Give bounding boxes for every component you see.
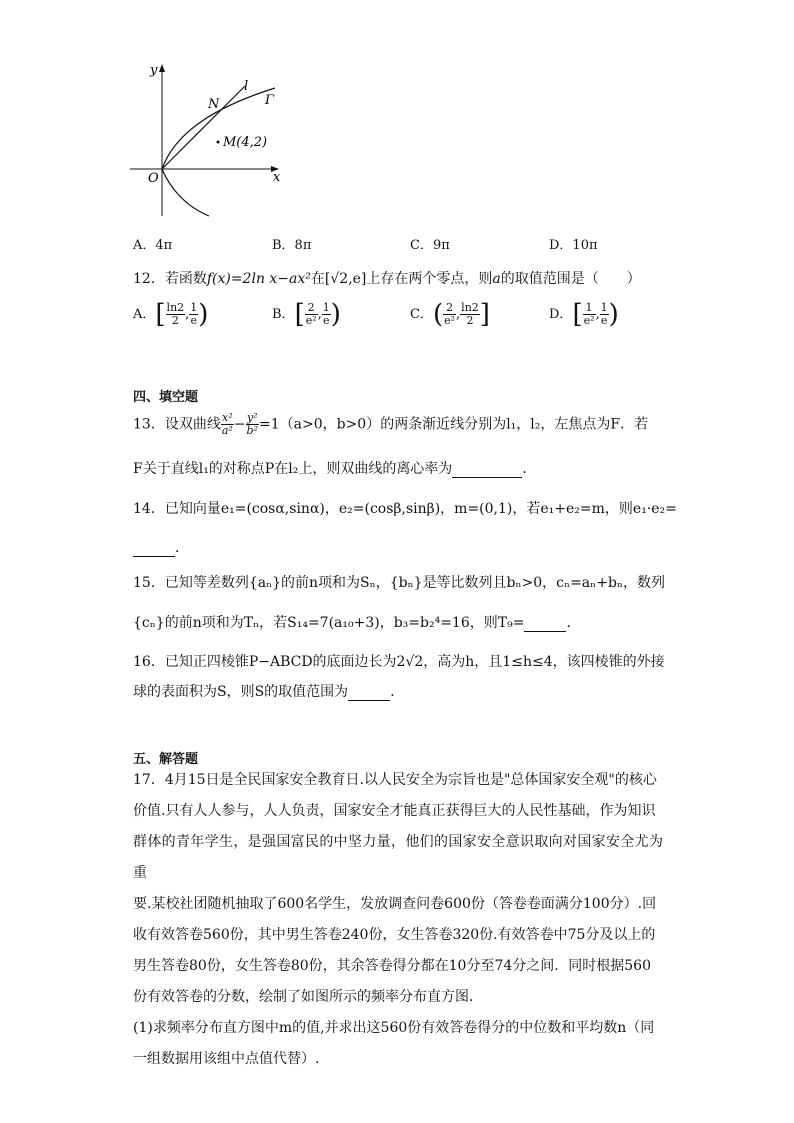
q12-c-frac1: $\frac{2}{\text{e²}}$ [444,301,456,327]
q12-option-d: D．[ $\frac{1}{\text{e²}}$ , $\frac{1}{e}$ ) [549,299,619,330]
q14-line1: 14．已知向量e₁=(cosα,sinα)，e₂=(cosβ,sinβ)，m=(0,1)，若e₁+e₂=m，则e₁·e₂= [133,501,677,517]
q12-a-lbracket: [ [155,299,166,330]
q12-d-label: D． [549,307,573,322]
q12-d-frac1: $\frac{1}{\text{e²}}$ [583,301,595,327]
q12-option-c: C．( $\frac{2}{\text{e²}}$ , $\frac{\ln 2}{2}$ ] [410,299,490,330]
tangent-line [162,86,245,169]
q17-line: 一组数据用该组中点值代替）. [133,1051,320,1067]
q15-answer-blank[interactable] [524,615,566,632]
q14-line2 [133,537,189,557]
q12-a-frac1: $\frac{\ln 2}{2}$ [166,301,185,327]
origin-label: O [148,171,159,186]
y-axis-arrow [159,64,165,72]
q12-c-rbracket: ] [479,299,490,330]
curve-gamma-label: Γ [265,93,275,108]
q17-line: 价值.只有人人参与，人人负责，国家安全才能真正获得巨大的人民性基础，作为知识 [133,803,656,819]
q11-option-d: D．10π [549,238,598,253]
q17-line: 17．4月15日是全民国家安全教育日.以人民安全为宗旨也是"总体国家安全观"的核心 [133,772,657,788]
q13-answer-blank[interactable] [452,461,522,478]
q12-c-frac2: $\frac{\ln 2}{2}$ [461,301,479,327]
q17-paragraph [133,765,663,1075]
q16-end: ． [390,684,405,700]
x-label: x [273,170,281,185]
q12-pre: 12．若函数 [133,271,207,287]
q12-option-a: A．[ $\frac{\ln 2}{2}$ , $\frac{1}{e}$ ) [133,299,209,330]
q12-var: a [492,271,501,287]
q15-end: ． [566,615,581,631]
q17-line: 男生答卷80份，女生答卷80份，其余答卷得分都在10分至74分之间．同时根据560 [133,958,651,974]
q13-pre: 13．设双曲线 [133,416,221,433]
q12-b-label: B． [272,307,295,322]
q11-option-a: A．4π [133,238,173,253]
q12-d-frac2: $\frac{1}{e}$ [600,301,608,327]
q15-line2 [133,612,580,632]
q17-line: (1)求频率分布直方图中m的值,并求出这560份有效答卷得分的中位数和平均数n（同 [133,1020,655,1036]
q13-frac-x: $\frac{\text{x²}}{\text{a²}}$ [221,411,233,437]
point-n-label: N [208,97,220,112]
q15-line1: 15．已知等差数列{aₙ}的前n项和为Sₙ，{bₙ}是等比数列且bₙ>0，cₙ=aₙ+bₙ，数列 [133,575,665,591]
q17-line: 群体的青年学生，是强国富民的中坚力量，他们的国家安全意识取向对国家安全尤为重 [133,834,663,881]
q12-a-label: A． [133,307,156,322]
q17-line: 收有效答卷560份，其中男生答卷240份，女生答卷320份.有效答卷中75分及以上的 [133,927,656,943]
q16-line2-text: 球的表面积为S，则S的取值范围为 [133,684,349,700]
point-m-dot [217,141,220,144]
q12-a-rbracket: ) [198,299,209,330]
point-m-label: M(4,2) [223,135,268,150]
line-l-label: l [244,79,249,94]
q13-end: ． [522,461,537,477]
q12-d-rbracket: ) [608,299,619,330]
section5-title: 五、解答题 [133,752,199,767]
function-graph [125,58,295,220]
q12-c-label: C． [410,307,433,322]
q12-mid: 在 [310,271,325,287]
q13-frac-y: $\frac{\text{y²}}{\text{b²}}$ [246,411,258,437]
q16-line1: 16．已知正四棱锥P−ABCD的底面边长为2√2，高为h，且1≤h≤4，该四棱锥的外接 [133,654,665,670]
q12-option-b: B．[ $\frac{2}{\text{e²}}$ , $\frac{1}{e}$ ) [272,299,341,330]
q12-a-frac2: $\frac{1}{e}$ [190,301,198,327]
q11-option-b: B．8π [272,238,312,253]
q11-option-c: C．9π [410,238,450,253]
q12-b-lbracket: [ [294,299,305,330]
q17-line: 份有效答卷的分数，绘制了如图所示的频率分布直方图． [133,989,483,1005]
q13-line2-text: F关于直线l₁的对称点P在l₂上，则双曲线的离心率为 [133,461,453,477]
q15-line2-text: {cₙ}的前n项和为Tₙ，若S₁₄=7(a₁₀+3)，b₃=b₂⁴=16，则T₉= [133,615,525,631]
q12-func: f(x)=2ln x−ax² [206,271,311,287]
q16-answer-blank[interactable] [348,684,390,701]
q12-b-frac2: $\frac{1}{e}$ [322,301,330,327]
q16-line2 [133,681,404,701]
q12-stem [133,268,641,288]
q17-line: 要.某校社团随机抽取了600名学生，发放调查问卷600份（答卷卷面满分100分）.回 [133,896,657,912]
q12-c-lbracket: ( [432,299,444,330]
section4-title: 四、填空题 [133,390,199,405]
q14-end: ． [175,540,189,556]
q14-answer-blank[interactable] [133,540,175,557]
q12-b-frac1: $\frac{2}{\text{e²}}$ [305,301,317,327]
q12-post: 上存在两个零点，则 [366,271,493,287]
q13-post: =1（a>0，b>0）的两条渐近线分别为l₁，l₂，左焦点为F．若 [258,416,649,433]
y-label: y [150,63,158,78]
q12-interval: [√2,e] [324,271,367,287]
q12-d-lbracket: [ [572,299,583,330]
q13-line2 [133,458,536,478]
q12-b-rbracket: ) [330,299,341,330]
q13-line1: 13．设双曲线 $\frac{\text{x²}}{\text{a²}}$ − $\frac{\text{y²}}{\text{b²}}$ =1（a>0，b>0）的两条渐近线分别为l₁，l₂，左焦点为F．若 [133,411,649,437]
q12-end: 的取值范围是（ ） [500,271,641,287]
